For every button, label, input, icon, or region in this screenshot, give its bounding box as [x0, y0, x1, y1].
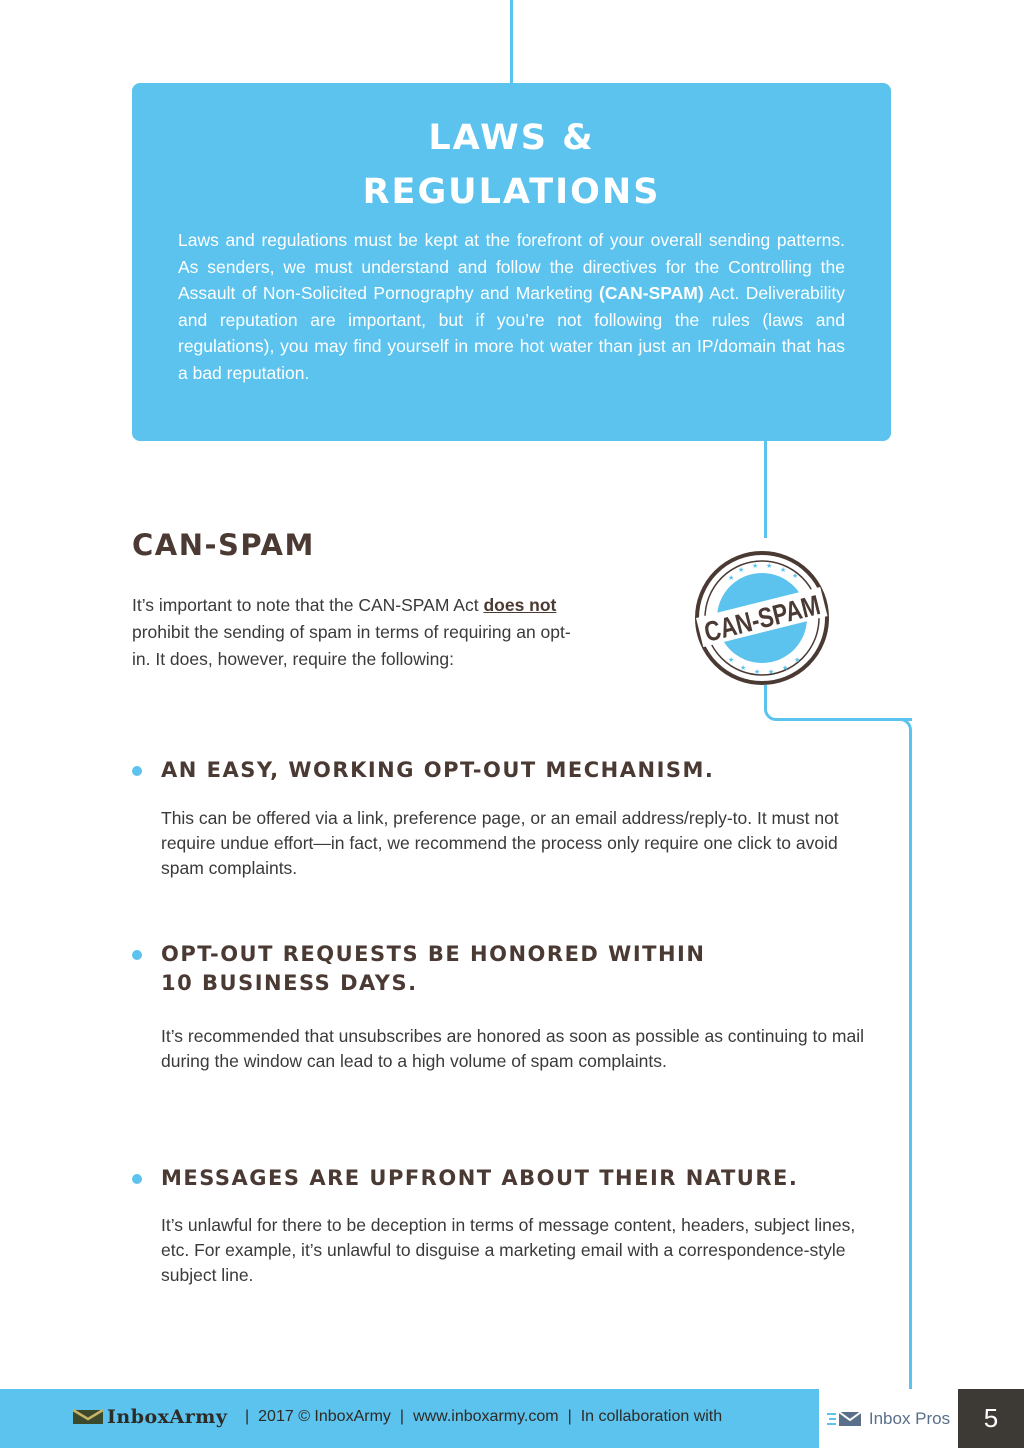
requirement-item	[132, 940, 872, 1074]
bullet-dot-icon	[132, 1174, 142, 1184]
requirement-text: It’s recommended that unsubscribes are honored as soon as possible as continuing to mail during the window can lead to a high volume of spam complaints.	[161, 1026, 864, 1071]
intro-emphasis: does not	[483, 595, 557, 615]
footer-separator: |	[399, 1408, 405, 1425]
svg-text:★: ★	[740, 665, 747, 672]
inbox-pros-icon	[827, 1409, 863, 1429]
svg-text:★: ★	[782, 665, 789, 672]
connector-line-top	[510, 0, 513, 83]
requirement-title: AN EASY, WORKING OPT-OUT MECHANISM.	[161, 758, 715, 782]
can-spam-stamp-icon	[694, 550, 854, 686]
intro-text-part: prohibit the sending of spam in terms of requiring an opt-in. It does, however, require the following:	[132, 622, 571, 669]
inboxarmy-logo	[73, 1406, 227, 1428]
stamp-label: CAN-SPAM	[701, 581, 854, 648]
box-text-bold: (CAN-SPAM)	[599, 283, 704, 303]
inboxarmy-logo-text: InboxArmy	[107, 1406, 228, 1428]
title-line-1: LAWS &	[428, 118, 595, 158]
svg-text:★: ★	[792, 573, 799, 580]
requirement-text: This can be offered via a link, preference page, or an email address/reply-to. It must not require undue effort—in fact, we recommend the process only require one click to avoid spam complaints.	[161, 808, 839, 878]
footer-copyright: 2017 © InboxArmy	[258, 1408, 391, 1425]
title-line-2: REGULATIONS	[362, 172, 661, 212]
svg-text:★: ★	[766, 563, 773, 570]
svg-text:★: ★	[728, 657, 735, 664]
footer	[0, 1389, 1024, 1448]
connector-line-corner	[894, 718, 912, 748]
svg-text:★: ★	[768, 669, 775, 676]
svg-text:★: ★	[738, 567, 745, 574]
footer-collab: In collaboration with	[580, 1408, 723, 1425]
laws-regulations-title	[132, 111, 891, 219]
laws-regulations-text	[178, 227, 845, 386]
requirement-title-line-1: OPT-OUT REQUESTS BE HONORED WITHIN	[161, 942, 706, 966]
bullet-dot-icon	[132, 766, 142, 776]
requirement-title: MESSAGES ARE UPFRONT ABOUT THEIR NATURE.	[161, 1166, 799, 1190]
requirement-title	[161, 940, 872, 998]
box-text-part: Laws and regulations must be kept at the forefront of your overall sending patterns. As senders, we must understand and follow the directives for the Controlling the Assault of Non-Solicited Pornography and Marketing	[178, 230, 845, 303]
footer-separator: |	[245, 1408, 250, 1425]
laws-regulations-box	[132, 83, 891, 441]
requirement-title-line-2: 10 BUSINESS DAYS.	[161, 971, 418, 995]
intro-text-part: It’s important to note that the CAN-SPAM Act	[132, 595, 484, 615]
svg-text:★: ★	[794, 657, 801, 664]
connector-line-mid	[764, 441, 767, 538]
envelope-logo-icon	[73, 1409, 103, 1425]
page-number: 5	[958, 1389, 1024, 1448]
bullet-dot-icon	[132, 950, 142, 960]
inbox-pros-text: Inbox Pros	[868, 1408, 951, 1428]
footer-website-link[interactable]: www.inboxarmy.com	[413, 1408, 559, 1425]
connector-line-elbow	[764, 685, 912, 721]
svg-text:★: ★	[752, 563, 759, 570]
footer-separator: |	[567, 1408, 572, 1425]
box-text-part: Act. Deliverability and reputation are important, but if you’re not following the rules (laws and regulations), you may find yourself in more hot water than just an IP/domain that has a bad reputation.	[178, 283, 845, 383]
requirement-text: It’s unlawful for there to be deception in terms of message content, headers, subject lines, etc. For example, it’s unlawful to disguise a marketing email with a correspondence-style subject line.	[161, 1215, 856, 1285]
requirement-item	[132, 1164, 872, 1288]
svg-text:★: ★	[728, 575, 735, 582]
connector-line-right	[909, 745, 912, 1389]
can-spam-heading: CAN-SPAM	[132, 528, 315, 562]
requirement-item	[132, 756, 872, 881]
svg-text:★: ★	[754, 669, 761, 676]
footer-info	[236, 1408, 722, 1426]
inbox-pros-logo	[819, 1389, 958, 1448]
svg-text:★: ★	[780, 567, 787, 574]
can-spam-intro	[132, 592, 572, 673]
